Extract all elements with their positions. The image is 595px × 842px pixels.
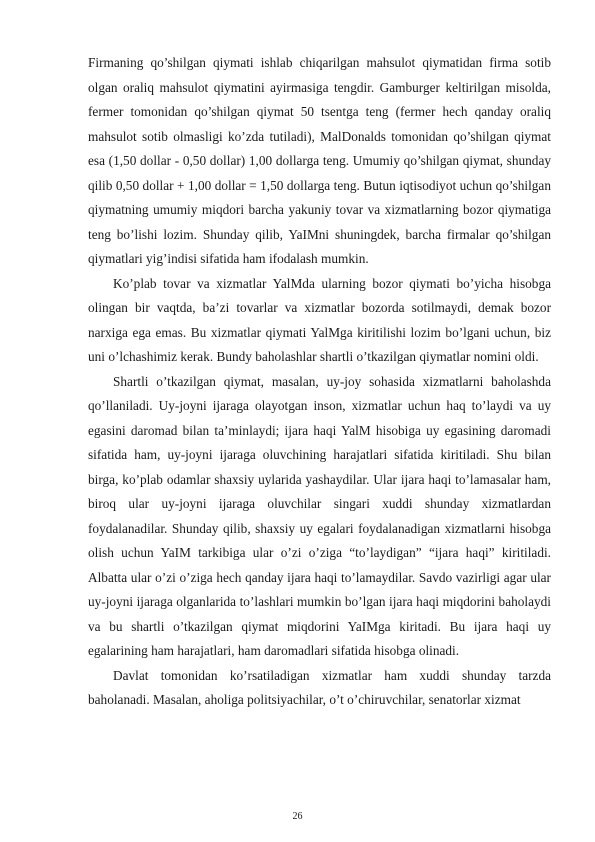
page-number: 26	[292, 811, 303, 822]
paragraph-non-market-goods: Ko’plab tovar va xizmatlar YalMda ularning bozor qiymati bo’yicha hisobga olingan bir vaqtda, ba’zi tovarlar va xizmatlar bozorda sotilmaydi, demak bozor narxiga ega emas. Bu xizmatlar qiymati YalMga kiritilishi lozim bo’lgani uchun, biz uni o’lchashimiz kerak. Bundy baholashlar shartli o’tkazilgan qiymatlar nomini oldi.	[88, 275, 551, 364]
document-page	[88, 51, 551, 713]
paragraph-government-services: Davlat tomonidan ko’rsatiladigan xizmatlar ham xuddi shunday tarzda baholanadi. Masalan, aholiga politsiyachilar, o’t o’chiruvchilar, senatorlar xizmat	[88, 667, 551, 707]
paragraph-value-added: Firmaning qo’shilgan qiymati ishlab chiqarilgan mahsulot qiymatidan firma sotib olgan oraliq mahsulot qiymatini ayirmasiga tengdir. Gamburger keltirilgan misolda, fermer tomonidan qo’shilgan qiymat 50 tsentga teng (fermer hech qanday oraliq mahsulot sotib olmasligi ko’zda tutiladi), MalDonalds tomonidan qo’shilgan qiymat esa (1,50 dollar - 0,50 dollar) 1,00 dollarga teng. Umumiy qo’shilgan qiymat, shunday qilib 0,50 dollar + 1,00 dollar = 1,50 dollarga teng. Butun iqtisodiyot uchun qo’shilgan qiymatning umumiy miqdori barcha yakuniy tovar va xizmatlarning bozor qiymatiga teng bo’lishi lozim. Shunday qilib, YaIMni shuningdek, barcha firmalar qo’shilgan qiymatlari yig’indisi sifatida ham ifodalash mumkin.	[88, 55, 551, 266]
paragraph-imputed-value: Shartli o’tkazilgan qiymat, masalan, uy-joy sohasida xizmatlarni baholashda qo’llaniladi. Uy-joyni ijaraga olayotgan inson, xizmatlar uchun haq to’laydi va uy egasini daromad bilan ta’minlaydi; ijara haqi YalM hisobiga uy egasining daromadi sifatida ham, uy-joyni ijaraga oluvchining harajatlari sifatida kiritiladi. Shu bilan birga, ko’plab odamlar shaxsiy uylarida yashaydilar. Ular ijara haqi to’lamasalar ham, biroq ular uy-joyni ijaraga oluvchilar singari xuddi shunday xizmatlardan foydalanadilar. Shunday qilib, shaxsiy uy egalari foydalanadigan xizmatlarni hisobga olish uchun YaIM tarkibiga ular o’zi o’ziga “to’laydigan” “ijara haqi” kiritiladi. Albatta ular o’zi o’ziga hech qanday ijara haqi to’lamaydilar. Savdo vazirligi agar ular uy-joyni ijaraga olganlarida to’lashlari mumkin bo’lgan ijara haqi miqdorini baholaydi va bu shartli o’tkazilgan qiymat miqdorini YaIMga kiritadi. Bu ijara haqi uy egalarining ham harajatlari, ham daromadlari sifatida hisobga olinadi.	[88, 373, 551, 658]
